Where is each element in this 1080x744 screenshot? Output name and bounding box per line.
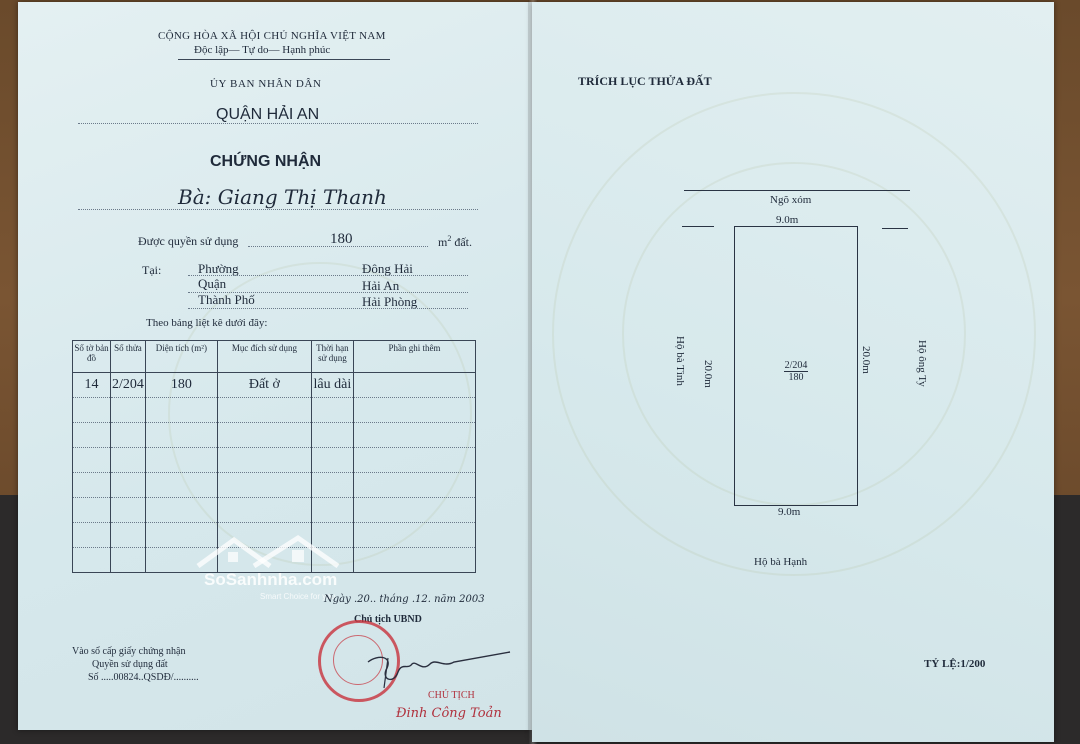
col-header-notes: Phần ghi thêm [353, 341, 475, 373]
certificate-right-page [532, 2, 1054, 742]
motto: Độc lập— Tự do— Hạnh phúc [194, 44, 331, 56]
area-value: 180 [330, 231, 353, 247]
signer-name: Đinh Công Toản [396, 706, 502, 721]
district-dots [78, 123, 478, 124]
bottom-neighbor-label: Hộ bà Hạnh [754, 556, 808, 568]
col-header-area: Diện tích (m²) [145, 341, 217, 373]
holder-dots [78, 209, 478, 210]
col-header-purpose: Mục đích sử dụng [217, 341, 311, 373]
cell-notes [353, 373, 475, 398]
city-value: Hải Phòng [362, 294, 418, 309]
ward-label: Phường [198, 261, 239, 276]
national-title: CỘNG HÒA XÃ HỘI CHỦ NGHĨA VIỆT NAM [158, 30, 386, 42]
ward-dots [188, 275, 468, 276]
district-label: Quận [198, 276, 227, 291]
district-title: QUẬN HẢI AN [216, 106, 320, 123]
col-header-map-sheet: Số tờ bản đồ [73, 341, 111, 373]
lane-boundary-line [684, 190, 910, 191]
motto-underline [178, 59, 390, 60]
watermark-tagline: Smart Choice for you [260, 592, 336, 601]
issue-date: Ngày .20.. tháng .12. năm 2003 [324, 594, 485, 605]
registry-line-1: Vào sổ cấp giấy chứng nhận [72, 646, 186, 657]
district-value: Hải An [362, 278, 400, 293]
registry-line-2: Quyền sử dụng đất [92, 659, 168, 670]
cell-term: lâu dài [311, 373, 353, 398]
cell-area: 180 [145, 373, 217, 398]
table-row [73, 498, 476, 523]
location-label: Tại: [142, 263, 162, 277]
ward-value: Đông Hải [362, 261, 413, 276]
table-row [73, 448, 476, 473]
area-unit: $m^2$ đất. [438, 234, 473, 249]
watermark-brand: SoSanhnha.com [204, 570, 338, 589]
city-dots [188, 308, 468, 309]
top-width-label: 9.0m [776, 214, 799, 226]
city-label: Thành Phố [198, 292, 255, 307]
registry-number: Số .....00824..QSDĐ/.......... [88, 672, 199, 683]
signer-title: Chủ tịch UBND [354, 614, 422, 625]
table-row [73, 423, 476, 448]
right-neighbor-label: Hộ ông Ty [916, 340, 928, 387]
table-row [73, 398, 476, 423]
committee-label: ỦY BAN NHÂN DÂN [210, 78, 322, 90]
holder-name: Bà: Giang Thị Thanh [178, 185, 387, 209]
parcel-number: 2/204 [784, 360, 808, 371]
parcel-label [784, 360, 808, 383]
col-header-term: Thời hạn sử dụng [311, 341, 353, 373]
signature [364, 650, 514, 690]
cell-parcel: 2/204 [111, 373, 146, 398]
house-logo-icon [194, 534, 342, 568]
scale-label: TỶ LỆ:1/200 [924, 658, 986, 670]
left-neighbor-label: Hộ bà Tình [674, 336, 686, 386]
signer-caption: CHỦ TỊCH [428, 690, 475, 701]
table-row [73, 473, 476, 498]
right-length-label: 20.0m [860, 346, 872, 374]
certificate-left-page [18, 2, 532, 730]
extract-title: TRÍCH LỤC THỬA ĐẤT [578, 74, 712, 88]
certificate-title: CHỨNG NHẬN [210, 153, 322, 170]
cell-map-sheet: 14 [73, 373, 111, 398]
neighbor-line-right [882, 228, 908, 229]
cell-purpose: Đất ở [217, 373, 311, 398]
neighbor-line-left [682, 226, 714, 227]
table-intro: Theo bảng liệt kê dưới đây: [146, 317, 268, 329]
top-neighbor-label: Ngõ xóm [770, 194, 812, 206]
col-header-parcel: Số thửa [111, 341, 146, 373]
bottom-width-label: 9.0m [778, 506, 801, 518]
left-length-label: 20.0m [702, 360, 714, 388]
parcel-area: 180 [788, 372, 804, 383]
use-right-label: Được quyền sử dụng [138, 234, 239, 248]
table-row [73, 373, 476, 398]
